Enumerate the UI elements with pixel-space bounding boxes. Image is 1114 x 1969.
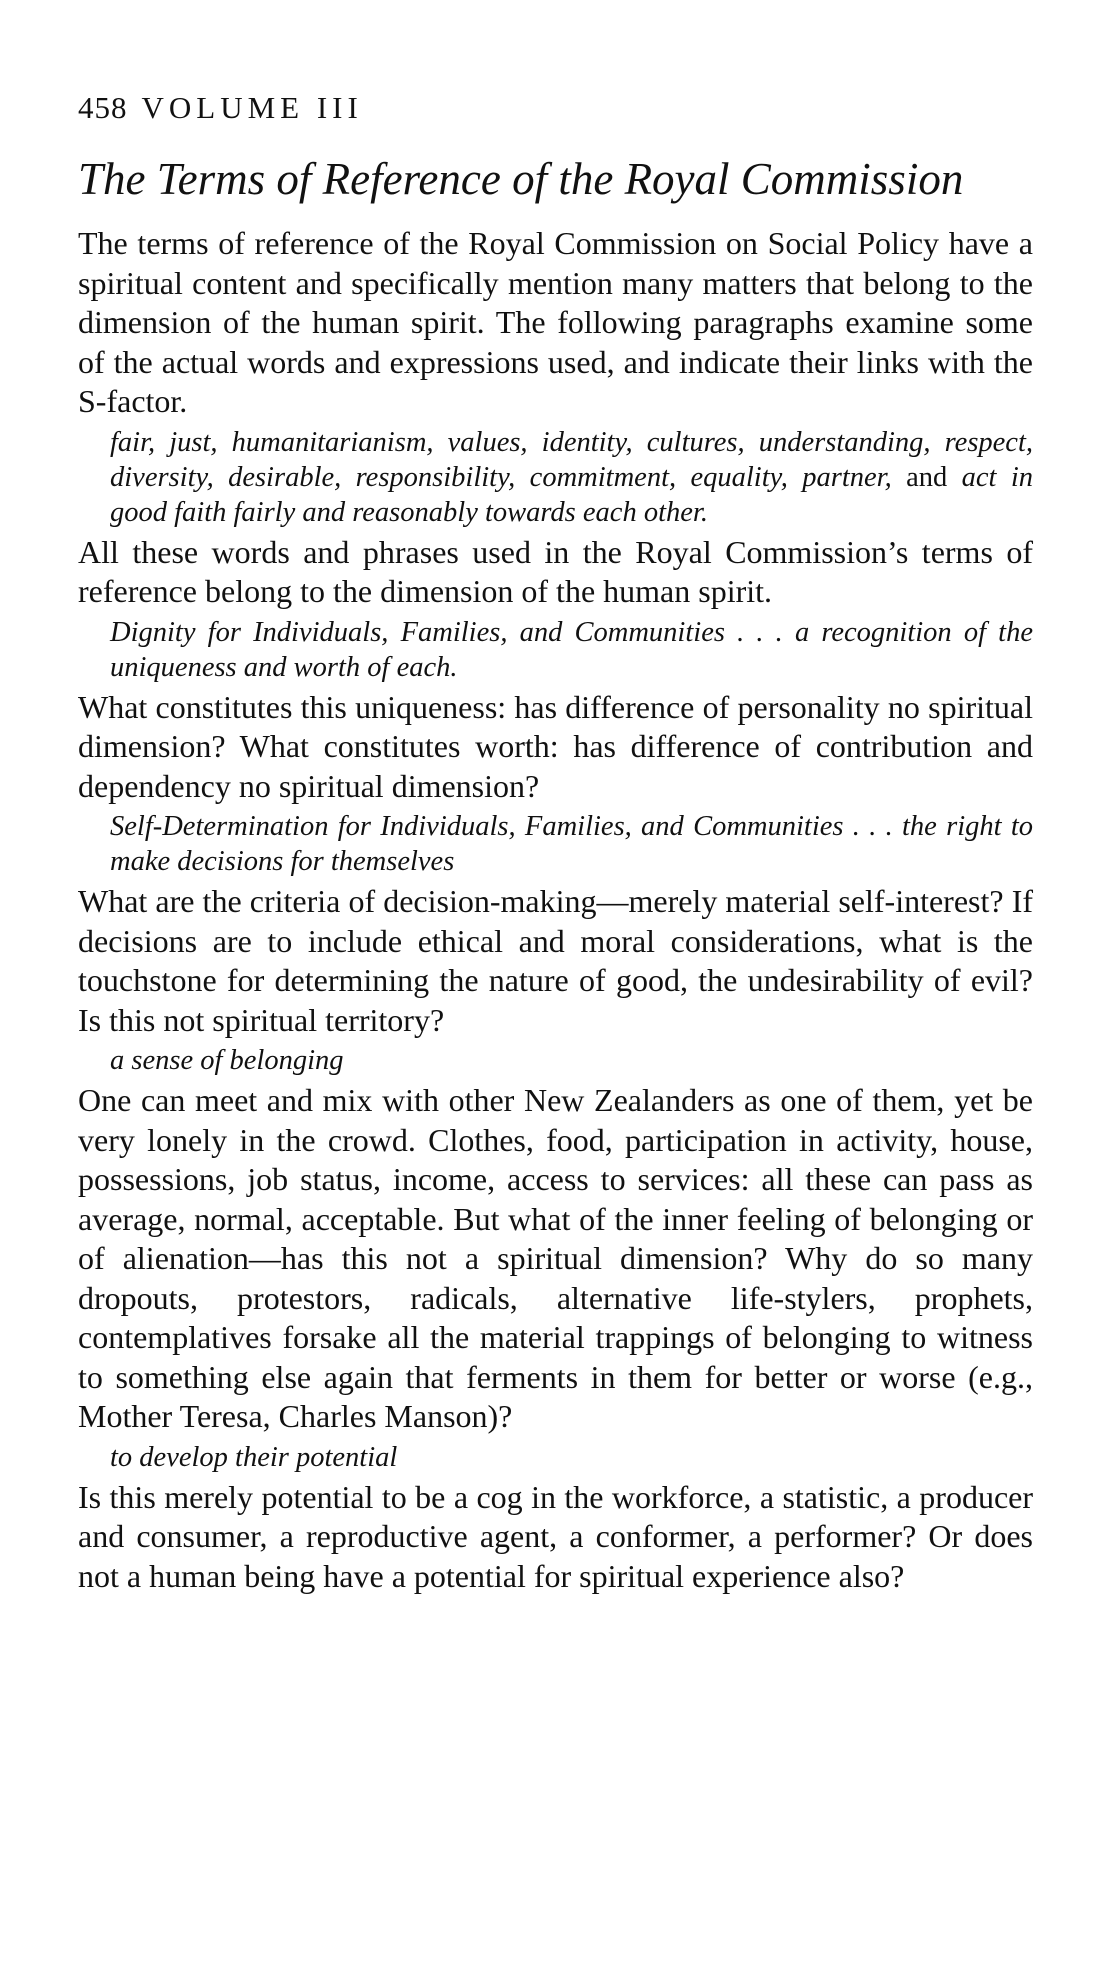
quote-terms-and: and — [891, 461, 962, 493]
paragraph-words-phrases: All these words and phrases used in the Royal Commission’s terms of reference belong to the dimension of the human spirit. — [78, 533, 1033, 609]
quote-potential: to develop their potential — [110, 1441, 398, 1473]
paragraph-decision-making: What are the criteria of decision-making—merely material self-interest? If decisions are to include ethical and moral considerations, what is the touchstone for determining the nature of good, the undesirability of evil? Is this not spiritual territory? — [78, 883, 1033, 1038]
quote-belonging: a sense of belonging — [110, 1045, 344, 1076]
paragraph-uniqueness: What constitutes this uniqueness: has difference of personality no spiritual dimension? What constitutes worth: has difference of contribution and dependency no spiritual dimension? — [78, 688, 1033, 804]
quote-terms-phrase: act in good faith fairly and reasonably towards each other. — [110, 461, 1033, 528]
page-number: 458 — [78, 90, 128, 125]
paragraph-potential: Is this merely potential to be a cog in the workforce, a statistic, a producer and consumer, a reproductive agent, a conformer, a performer? Or does not a human being have a potential for spiritual experience also? — [78, 1478, 1033, 1594]
document-page — [78, 88, 1033, 1596]
quote-dignity: Dignity for Individuals, Families, and Communities . . . a recognition of the uniqueness and worth of each. — [110, 616, 1033, 683]
paragraph-belonging: One can meet and mix with other New Zealanders as one of them, yet be very lonely in the crowd. Clothes, food, participation in activity, house, possessions, job status, income, access to services: all these can pass as average, normal, acceptable. But what of the inner feeling of belonging or of alienation—has this not a spiritual dimension? Why do so many dropouts, protestors, radicals, alternative life-stylers, prophets, contemplatives forsake all the material trappings of belonging to witness to something else again that ferments in them for better or worse (e.g., Mother Teresa, Charles Manson)? — [78, 1082, 1033, 1434]
quote-terms-list — [78, 425, 1033, 530]
quote-self-determination: Self-Determination for Individuals, Families, and Communities . . . the right to make decisions for themselves — [110, 811, 1033, 877]
running-head — [78, 88, 1033, 128]
volume-label: VOLUME III — [141, 90, 363, 125]
quote-terms-words: fair, just, humanitarianism, values, identity, cultures, understanding, respect, diversity, desirable, responsibility, commitment, equality, partner, — [110, 426, 1033, 493]
section-title: The Terms of Reference of the Royal Commission — [78, 154, 964, 204]
paragraph-intro: The terms of reference of the Royal Commission on Social Policy have a spiritual content and specifically mention many matters that belong to the dimension of the human spirit. The following paragraphs examine some of the actual words and expressions used, and indicate their links with the S-factor. — [78, 225, 1033, 419]
